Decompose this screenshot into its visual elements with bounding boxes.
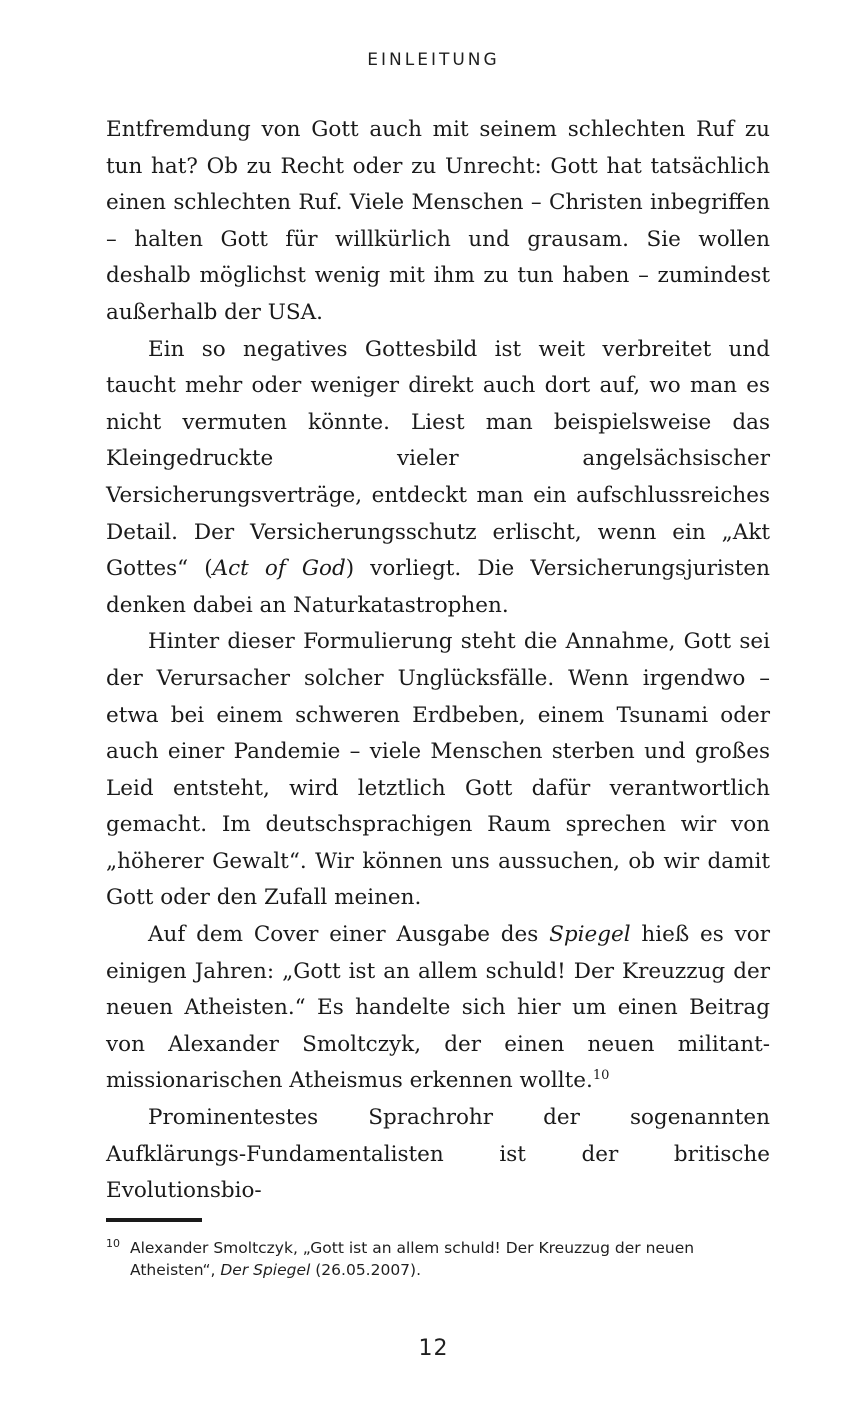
running-head: EINLEITUNG	[367, 50, 500, 70]
footnote	[106, 1237, 770, 1281]
page-number: 12	[418, 1336, 449, 1361]
paragraph-4-text-a: Auf dem Cover einer Ausgabe des	[148, 922, 550, 948]
paragraph-4	[106, 917, 770, 1100]
paragraph-2-text-a: Ein so negatives Gottesbild ist weit verbreitet und taucht mehr oder weniger direkt auch dort auf, wo man es nicht vermuten könnte. Liest man beispielsweise das Kleingedruckte vieler angelsächsischer Versicherungsverträge, entdeckt man ein aufschlussreiches Detail. Der Versicherungsschutz erlischt, wenn ein „Akt Gottes“ (	[106, 336, 770, 582]
paragraph-1: Entfremdung von Gott auch mit seinem schlechten Ruf zu tun hat? Ob zu Recht oder zu Unrecht: Gott hat tatsächlich einen schlechten Ruf. Viele Menschen – Christen inbegriffen – halten Gott für willkürlich und grausam. Sie wollen deshalb möglichst wenig mit ihm zu tun haben – zumindest außerhalb der USA.	[106, 117, 770, 325]
paragraph-4-text-b: hieß es vor einigen Jahren: „Gott ist an allem schuld! Der Kreuzzug der neuen Atheisten.“ Es handelte sich hier um einen Beitrag von Alexander Smoltczyk, der einen neuen militant-missionarischen Atheismus erkennen wollte.	[106, 922, 770, 1094]
footnote-text-b: (26.05.2007).	[310, 1261, 422, 1279]
footnote-text	[130, 1237, 770, 1281]
paragraph-2-text-b: ) vorliegt. Die Versicherungsjuristen denken dabei an Naturkatastrophen.	[106, 556, 770, 618]
act-of-god-italic: Act of God	[212, 556, 346, 582]
spiegel-italic: Spiegel	[549, 922, 631, 948]
footnote-separator	[106, 1218, 202, 1222]
footnote-reference[interactable]: 10	[592, 1068, 610, 1084]
paragraph-3: Hinter dieser Formulierung steht die Annahme, Gott sei der Verursacher solcher Unglücksfälle. Wenn irgendwo – etwa bei einem schweren Erdbeben, einem Tsunami oder auch einer Pandemie – viele Menschen sterben und großes Leid entsteht, wird letztlich Gott dafür verantwortlich gemacht. Im deutschsprachigen Raum sprechen wir von „höherer Gewalt“. Wir können uns aussuchen, ob wir damit Gott oder den Zufall meinen.	[106, 629, 770, 911]
body-text	[106, 112, 770, 1210]
paragraph-5: Prominentestes Sprachrohr der sogenannten Aufklärungs-Fundamentalisten ist der britische Evolutionsbio-	[106, 1105, 770, 1204]
footnote-text-a: Alexander Smoltczyk, „Gott ist an allem schuld! Der Kreuzzug der neuen Atheisten“,	[130, 1239, 695, 1279]
footnote-number: 10	[106, 1237, 120, 1250]
paragraph-2	[106, 332, 770, 625]
footnote-spiegel-italic: Der Spiegel	[220, 1261, 311, 1279]
